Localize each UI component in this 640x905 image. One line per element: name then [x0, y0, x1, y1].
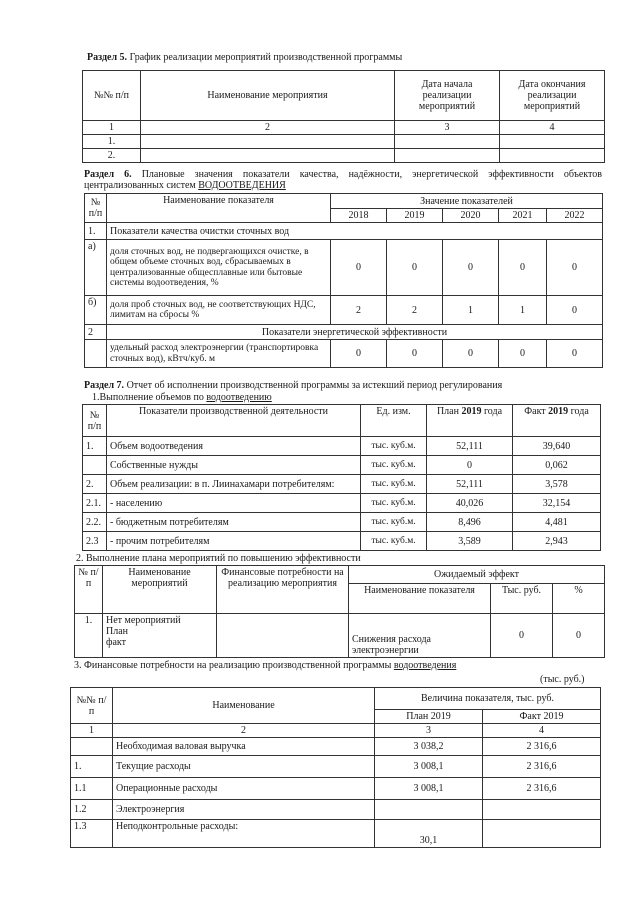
t1-fact: 2,943 — [513, 532, 601, 551]
t1-unit: тыс. куб.м. — [361, 532, 427, 551]
s6-row-num: а) — [85, 240, 107, 296]
fact-year: 2019 — [548, 406, 569, 417]
fact-text: Факт — [524, 406, 549, 417]
section-5-table — [82, 70, 605, 163]
financial-needs-table — [70, 687, 601, 848]
t1-plan: 0 — [427, 456, 513, 475]
s6-group-label: Показатели качества очистки сточных вод — [107, 223, 603, 240]
t2-pct: 0 — [553, 614, 605, 658]
t3-name: Электроэнергия — [113, 800, 375, 820]
section-7-title-text: Отчет об исполнении производственной программы за истекший период регулирования — [124, 380, 503, 391]
t1-header-unit: Ед. изм. — [361, 405, 427, 437]
sub1-text: 1.Выполнение объемов по — [92, 392, 207, 403]
t1-fact: 0,062 — [513, 456, 601, 475]
s6-row-label: доля сточных вод, не подвергающихся очистке, в общем объеме сточных вод, сбрасываемых в централизованные общесплавные или бытовые системы водоотведения, % — [107, 240, 331, 296]
s6-row-label: доля проб сточных вод, не соответствующих НДС, лимитам на сбросы % — [107, 296, 331, 325]
t3-col-number: 3 — [375, 724, 483, 738]
t1-fact: 32,154 — [513, 494, 601, 513]
section-6-title — [84, 169, 602, 191]
t2-header-indicator: Наименование показателя — [349, 584, 491, 614]
s6-value: 0 — [387, 340, 443, 368]
s6-row-label: удельный расход электроэнергии (транспортировка сточных вод), кВтч/куб. м — [107, 340, 331, 368]
t1-fact: 39,640 — [513, 437, 601, 456]
s5-row-num: 2. — [83, 149, 141, 163]
t2-indicator: Снижения расхода электроэнергии — [349, 614, 491, 658]
t3-fact — [483, 800, 601, 820]
t3-header-fact: Факт 2019 — [483, 710, 601, 724]
s6-group-label: Показатели энергетической эффективности — [107, 325, 603, 340]
t1-header-fact — [513, 405, 601, 437]
t1-header-name: Показатели производственной деятельности — [107, 405, 361, 437]
s5-header-start: Дата начала реализации мероприятий — [395, 71, 500, 121]
t1-name: Объем реализации: в п. Лиинахамари потребителям: — [107, 475, 361, 494]
s6-header-value: Значение показателей — [331, 194, 603, 209]
s5-empty-cell — [500, 149, 605, 163]
volumes-table — [82, 404, 601, 551]
s6-value: 0 — [443, 340, 499, 368]
t2-header-effect: Ожидаемый эффект — [349, 566, 605, 584]
t1-name: Собственные нужды — [107, 456, 361, 475]
t3-num — [71, 738, 113, 756]
t1-plan: 52,111 — [427, 475, 513, 494]
t1-name: - прочим потребителям — [107, 532, 361, 551]
section-6-title-text: Плановые значения показатели качества, надёжности, энергетической эффективности объектов централизованных систем — [84, 169, 602, 191]
s6-header-name: Наименование показателя — [107, 194, 331, 223]
t2-num: 1. — [75, 614, 103, 658]
plan-year: 2019 — [461, 406, 482, 417]
t1-unit: тыс. куб.м. — [361, 494, 427, 513]
s5-col-number: 2 — [141, 121, 395, 135]
s5-empty-cell — [141, 135, 395, 149]
t3-name: Текущие расходы — [113, 756, 375, 778]
section-5-title — [87, 52, 402, 63]
t3-col-number: 2 — [113, 724, 375, 738]
s5-empty-cell — [395, 135, 500, 149]
s6-row-num: б) — [85, 296, 107, 325]
t3-num: 1.3 — [71, 820, 113, 848]
section-7-subtitle-2: 2. Выполнение плана мероприятий по повышению эффективности — [76, 553, 361, 564]
s6-row-num: 2 — [85, 325, 107, 340]
t1-plan: 3,589 — [427, 532, 513, 551]
t1-header-plan — [427, 405, 513, 437]
t2-header-rub: Тыс. руб. — [491, 584, 553, 614]
t3-header-num: №№ п/п — [71, 688, 113, 724]
t2-header-fin: Финансовые потребности на реализацию мероприятия — [217, 566, 349, 614]
s6-year: 2021 — [499, 209, 547, 223]
fact-suffix: года — [568, 406, 589, 417]
t1-num: 2.2. — [83, 513, 107, 532]
t1-num — [83, 456, 107, 475]
section-7-title — [84, 380, 502, 391]
t1-unit: тыс. куб.м. — [361, 437, 427, 456]
t1-fact: 3,578 — [513, 475, 601, 494]
t1-name: Объем водоотведения — [107, 437, 361, 456]
s5-col-number: 4 — [500, 121, 605, 135]
s6-value: 0 — [499, 340, 547, 368]
t1-unit: тыс. куб.м. — [361, 456, 427, 475]
plan-text: План — [436, 406, 462, 417]
s6-header-num: № п/п — [85, 194, 107, 223]
sub3-underlined: водоотведения — [393, 660, 457, 671]
t3-fact: 2 316,6 — [483, 756, 601, 778]
t3-col-number: 1 — [71, 724, 113, 738]
t2-header-name: Наименование мероприятий — [103, 566, 217, 614]
t1-unit: тыс. куб.м. — [361, 475, 427, 494]
t2-rub: 0 — [491, 614, 553, 658]
s5-empty-cell — [395, 149, 500, 163]
t2-header-pct: % — [553, 584, 605, 614]
section-7-subtitle-3 — [74, 660, 456, 671]
t3-header-name: Наименование — [113, 688, 375, 724]
section-5-title-text: График реализации мероприятий производственной программы — [127, 52, 403, 63]
s5-col-number: 3 — [395, 121, 500, 135]
s6-value: 1 — [443, 296, 499, 325]
t1-plan: 8,496 — [427, 513, 513, 532]
s6-value: 0 — [547, 296, 603, 325]
t3-header-value: Величина показателя, тыс. руб. — [375, 688, 601, 710]
t3-plan: 3 008,1 — [375, 756, 483, 778]
s6-row-num — [85, 340, 107, 368]
s6-value: 0 — [387, 240, 443, 296]
t3-fact: 2 316,6 — [483, 778, 601, 800]
t2-name: Нет мероприятий План факт — [103, 614, 217, 658]
t3-header-plan: План 2019 — [375, 710, 483, 724]
s6-value: 0 — [443, 240, 499, 296]
t3-num: 1.2 — [71, 800, 113, 820]
s6-value: 0 — [499, 240, 547, 296]
t1-plan: 40,026 — [427, 494, 513, 513]
t1-num: 2. — [83, 475, 107, 494]
s6-year: 2018 — [331, 209, 387, 223]
t2-fin-cell — [217, 614, 349, 658]
t3-plan: 30,1 — [375, 820, 483, 848]
t3-num: 1.1 — [71, 778, 113, 800]
section-5-title-bold: Раздел 5. — [87, 52, 128, 63]
s6-value: 1 — [499, 296, 547, 325]
s6-year: 2019 — [387, 209, 443, 223]
sub1-underlined: водоотведению — [206, 392, 272, 403]
s6-value: 2 — [387, 296, 443, 325]
t3-plan — [375, 800, 483, 820]
section-7-title-bold: Раздел 7. — [84, 380, 125, 391]
section-6-table — [84, 193, 603, 368]
plan-suffix: года — [481, 406, 503, 417]
t3-name: Необходимая валовая выручка — [113, 738, 375, 756]
s5-header-name: Наименование мероприятия — [141, 71, 395, 121]
efficiency-table — [74, 565, 605, 658]
t1-name: - населению — [107, 494, 361, 513]
section-7-subtitle-1 — [92, 392, 272, 403]
t3-fact: 2 316,6 — [483, 738, 601, 756]
t3-plan: 3 008,1 — [375, 778, 483, 800]
t1-plan: 52,111 — [427, 437, 513, 456]
t1-num: 2.1. — [83, 494, 107, 513]
s6-value: 2 — [331, 296, 387, 325]
t3-fact — [483, 820, 601, 848]
t1-header-num: № п/п — [83, 405, 107, 437]
sub3-text: 3. Финансовые потребности на реализацию производственной программы — [74, 660, 394, 671]
t1-fact: 4,481 — [513, 513, 601, 532]
s6-value: 0 — [547, 340, 603, 368]
section-6-title-underlined: ВОДООТВЕДЕНИЯ — [198, 180, 286, 191]
section-6-title-bold: Раздел 6. — [84, 169, 132, 180]
s6-value: 0 — [331, 240, 387, 296]
s6-year: 2022 — [547, 209, 603, 223]
t2-header-num: № п/п — [75, 566, 103, 614]
t1-num: 1. — [83, 437, 107, 456]
t1-num: 2.3 — [83, 532, 107, 551]
s6-value: 0 — [331, 340, 387, 368]
s5-empty-cell — [500, 135, 605, 149]
t3-name: Неподконтрольные расходы: — [113, 820, 375, 848]
s5-header-end: Дата окончания реализации мероприятий — [500, 71, 605, 121]
s5-row-num: 1. — [83, 135, 141, 149]
t1-name: - бюджетным потребителям — [107, 513, 361, 532]
t3-col-number: 4 — [483, 724, 601, 738]
t3-name: Операционные расходы — [113, 778, 375, 800]
t3-plan: 3 038,2 — [375, 738, 483, 756]
s5-col-number: 1 — [83, 121, 141, 135]
t3-num: 1. — [71, 756, 113, 778]
t1-unit: тыс. куб.м. — [361, 513, 427, 532]
s5-empty-cell — [141, 149, 395, 163]
units-note: (тыс. руб.) — [540, 674, 585, 685]
s6-row-num: 1. — [85, 223, 107, 240]
s6-value: 0 — [547, 240, 603, 296]
s6-year: 2020 — [443, 209, 499, 223]
s5-header-num: №№ п/п — [83, 71, 141, 121]
